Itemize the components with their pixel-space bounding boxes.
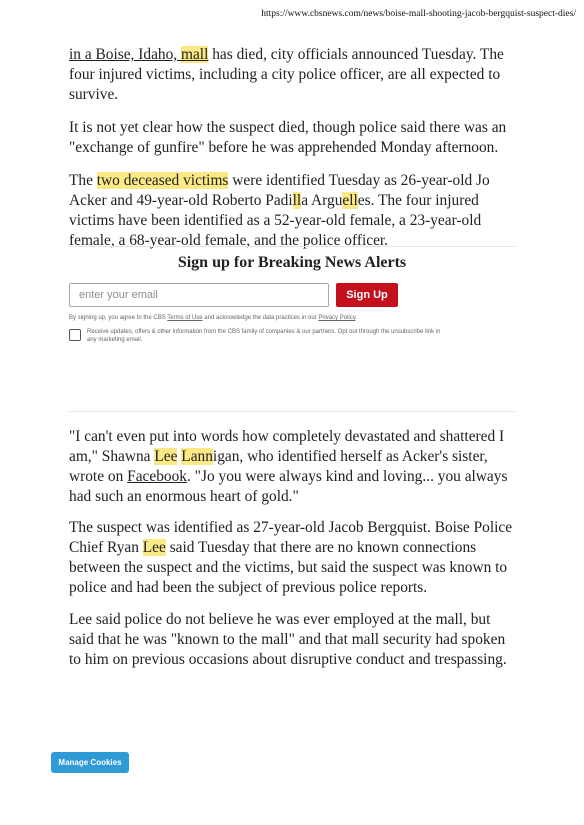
signup-title: Sign up for Breaking News Alerts — [177, 254, 407, 271]
text-segment: a Argu — [301, 192, 343, 209]
legal-text: and acknowledge the data practices in our — [202, 315, 319, 321]
highlight: Lee — [154, 448, 178, 465]
signup-legal-text — [69, 314, 499, 322]
privacy-policy-link[interactable]: Privacy Policy — [318, 315, 356, 321]
text-segment: The suspect was identified as 27-year-old Jacob Bergquist. Boise Police Chief Ryan — [69, 519, 513, 556]
page-url: https://www.cbsnews.com/news/boise-mall-shooting-jacob-bergquist-suspect-dies/ — [261, 9, 576, 19]
text-segment: . "Jo you were always kind and loving... you always had such an enormous heart of gold." — [69, 468, 508, 505]
highlight: Lann — [181, 448, 213, 465]
terms-of-use-link[interactable]: Terms of Use — [167, 315, 203, 321]
highlight: two deceased victims — [96, 172, 229, 189]
highlight: ell — [342, 192, 358, 209]
text-segment: in a Boise, Idaho, — [69, 46, 181, 63]
article-body-bottom — [69, 427, 519, 670]
consent-checkbox[interactable] — [69, 329, 81, 341]
text-segment: said Tuesday that there are no known connections between the suspect and the victims, but said the suspect was known to police and had been the subject of previous police reports. — [69, 539, 508, 596]
highlight: mall — [181, 46, 209, 63]
text-segment: The — [69, 172, 97, 189]
article-link-boise[interactable] — [69, 46, 208, 63]
legal-text: . — [355, 315, 357, 321]
article-paragraph: Lee said police do not believe he was ever employed at the mall, but said that he was "known to the mall" and that mall security had spoken to him on previous occasions about disruptive conduct and trespassing. — [69, 611, 507, 668]
email-input[interactable] — [69, 283, 329, 307]
article-body-top — [69, 45, 519, 251]
text-segment: has died, city officials announced Tuesday. The four injured victims, including a city police officer, are all expected to survive. — [69, 46, 504, 103]
article-paragraph — [69, 171, 519, 251]
highlight: Lee — [142, 539, 166, 556]
signup-button[interactable]: Sign Up — [336, 283, 398, 307]
text-segment: "I can't even put into words how completely devastated and shattered I am," Shawna — [69, 428, 505, 465]
text-segment: igan, who identified herself as Acker's sister, wrote on — [69, 448, 488, 485]
manage-cookies-button[interactable]: Manage Cookies — [51, 752, 129, 773]
facebook-link[interactable]: Facebook — [127, 468, 187, 485]
article-paragraph — [69, 45, 519, 105]
article-paragraph — [69, 518, 519, 598]
text-segment: es. The four injured victims have been identified as a 52-year-old female, a 23-year-old female, a 68-year-old female, and the police officer. — [69, 192, 482, 249]
article-paragraph — [69, 427, 519, 507]
consent-text: Receive updates, offers & other information from the CBS family of companies & our partners. Opt out through the unsubscribe link in any marketing email. — [87, 329, 441, 343]
text-segment: were identified Tuesday as 26-year-old Jo Acker and 49-year-old Roberto Padi — [69, 172, 490, 209]
article-paragraph: It is not yet clear how the suspect died, though police said there was an "exchange of gunfire" before he was apprehended Monday afternoon. — [69, 119, 507, 156]
newsletter-signup — [69, 246, 515, 412]
highlight: ll — [292, 192, 302, 209]
legal-text: By signing up, you agree to the CBS — [69, 315, 168, 321]
